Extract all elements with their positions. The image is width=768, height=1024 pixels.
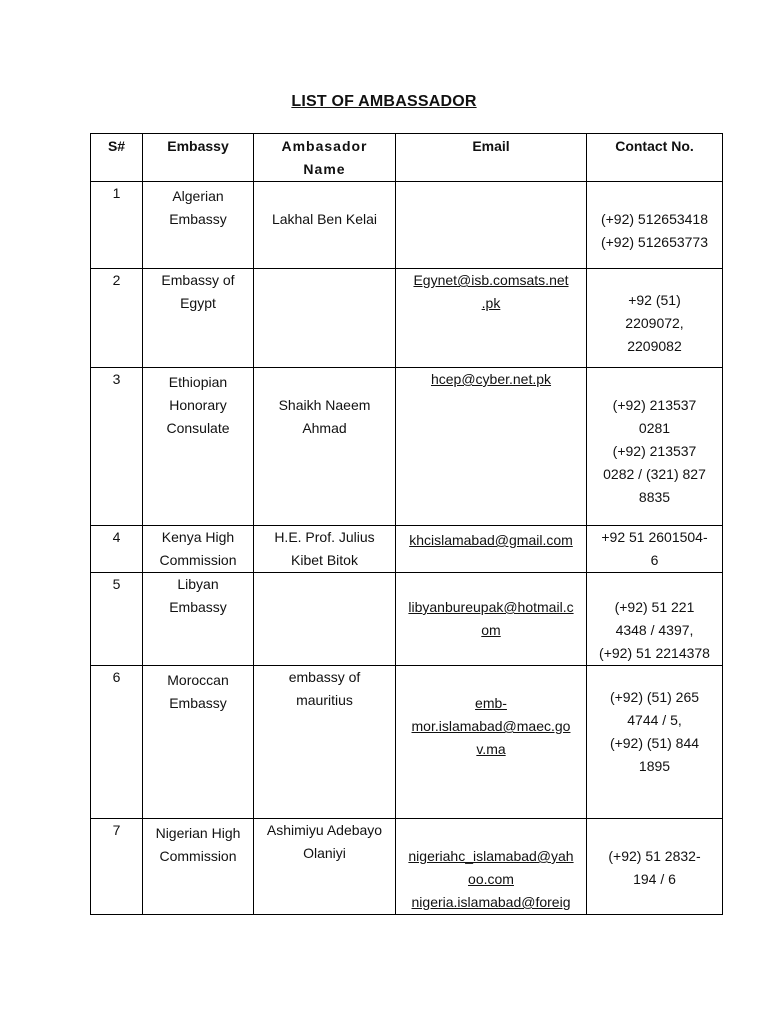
cell-line: embassy of [288,669,361,685]
header-sn: S# [91,134,143,182]
cell-name [254,182,396,269]
cell-line: Embassy [169,211,227,227]
cell-line: (+92) 51 221 [614,599,695,615]
cell-sn: 1 [91,182,143,269]
cell-contact [587,573,723,666]
email-link-text[interactable]: mor.islamabad@maec.go [411,718,571,734]
cell-line: Ashimiyu Adebayo [266,822,383,838]
cell-line: Ahmad [302,420,347,436]
header-contact: Contact No. [587,134,723,182]
cell-line: Commission [159,848,237,864]
cell-line: Algerian [172,188,224,204]
cell-embassy [143,368,254,526]
header-ambassador-name-line1: Ambasador [281,138,368,154]
cell-contact [587,819,723,915]
cell-line: (+92) 51 2214378 [599,645,710,661]
table-row [91,573,723,666]
cell-line: Consulate [166,420,230,436]
cell-line: 6 [650,552,659,568]
table-row [91,269,723,368]
header-email: Email [396,134,587,182]
cell-line: Nigerian High [155,825,241,841]
table-row [91,666,723,819]
cell-line: 1895 [638,758,671,774]
cell-email[interactable] [396,526,587,573]
email-link-text[interactable]: .pk [481,295,501,311]
table-body [91,182,723,915]
cell-line: (+92) 512653418 [600,211,709,227]
cell-contact [587,368,723,526]
cell-line: +92 (51) [628,292,681,308]
cell-embassy [143,573,254,666]
cell-line: Embassy [169,695,227,711]
email-link-text[interactable]: Egynet@isb.comsats.net [413,272,569,288]
cell-line: Libyan [177,576,219,592]
table-row [91,526,723,573]
cell-line: Moroccan [167,672,229,688]
cell-line: H.E. Prof. Julius [274,529,375,545]
cell-line: 4744 / 5, [627,712,682,728]
cell-line: (+92) 213537 [612,397,697,413]
cell-sn: 4 [91,526,143,573]
cell-line: 8835 [638,489,671,505]
table-header-row [91,134,723,182]
cell-line: (+92) 51 2832- [608,848,701,864]
cell-line: Shaikh Naeem [278,397,371,413]
cell-line: (+92) 213537 [612,443,697,459]
cell-line: +92 51 2601504- [601,529,708,545]
cell-name [254,666,396,819]
cell-sn: 7 [91,819,143,915]
cell-line: Commission [159,552,237,568]
table-row [91,819,723,915]
cell-line: (+92) 512653773 [600,234,709,250]
email-link-text[interactable]: emb- [475,695,507,711]
cell-sn: 6 [91,666,143,819]
email-link-text[interactable]: nigeriahc_islamabad@yah [408,848,574,864]
cell-name [254,573,396,666]
table-row [91,368,723,526]
cell-line: Kibet Bitok [291,552,358,568]
cell-embassy [143,666,254,819]
header-embassy: Embassy [143,134,254,182]
cell-email[interactable] [396,573,587,666]
ambassador-table [90,133,723,915]
cell-embassy [143,526,254,573]
cell-line: 4348 / 4397, [615,622,694,638]
email-link-text[interactable]: libyanbureupak@hotmail.c [408,599,574,615]
cell-line: 0281 [638,420,671,436]
cell-line: Embassy of [161,272,235,288]
cell-line: 0282 / (321) 827 [603,466,706,482]
header-ambassador-name-line2: Name [303,161,346,177]
cell-email[interactable] [396,666,587,819]
cell-line: (+92) (51) 265 [609,689,700,705]
cell-line: Egypt [180,295,216,311]
cell-embassy [143,819,254,915]
cell-contact [587,666,723,819]
email-link-text[interactable]: nigeria.islamabad@foreig [411,894,571,910]
cell-line: 2209072, [625,315,684,331]
cell-email[interactable] [396,819,587,915]
cell-name [254,269,396,368]
cell-line: Lakhal Ben Kelai [271,211,378,227]
cell-line: Honorary [169,397,227,413]
email-link-text[interactable]: hcep@cyber.net.pk [430,371,552,387]
cell-embassy [143,182,254,269]
cell-name [254,368,396,526]
cell-name [254,819,396,915]
cell-line: Embassy [169,599,227,615]
email-link-text[interactable]: v.ma [476,741,506,757]
email-link-text[interactable]: khcislamabad@gmail.com [409,532,573,548]
cell-embassy [143,269,254,368]
cell-line: 194 / 6 [633,871,676,887]
cell-email[interactable] [396,368,587,526]
email-link-text[interactable]: oo.com [468,871,514,887]
cell-line: 2209082 [627,338,682,354]
cell-sn: 5 [91,573,143,666]
header-ambassador-name [254,134,396,182]
cell-sn: 2 [91,269,143,368]
cell-contact [587,526,723,573]
email-link-text[interactable]: om [481,622,501,638]
cell-name [254,526,396,573]
page-title: LIST OF AMBASSADOR [291,93,477,110]
cell-line: Olaniyi [303,845,346,861]
cell-line: (+92) (51) 844 [609,735,700,751]
cell-email [396,182,587,269]
cell-contact [587,269,723,368]
cell-line: Ethiopian [168,374,228,390]
table-row [91,182,723,269]
cell-line: mauritius [296,692,353,708]
cell-contact [587,182,723,269]
cell-sn: 3 [91,368,143,526]
cell-email[interactable] [396,269,587,368]
cell-line: Kenya High [161,529,235,545]
